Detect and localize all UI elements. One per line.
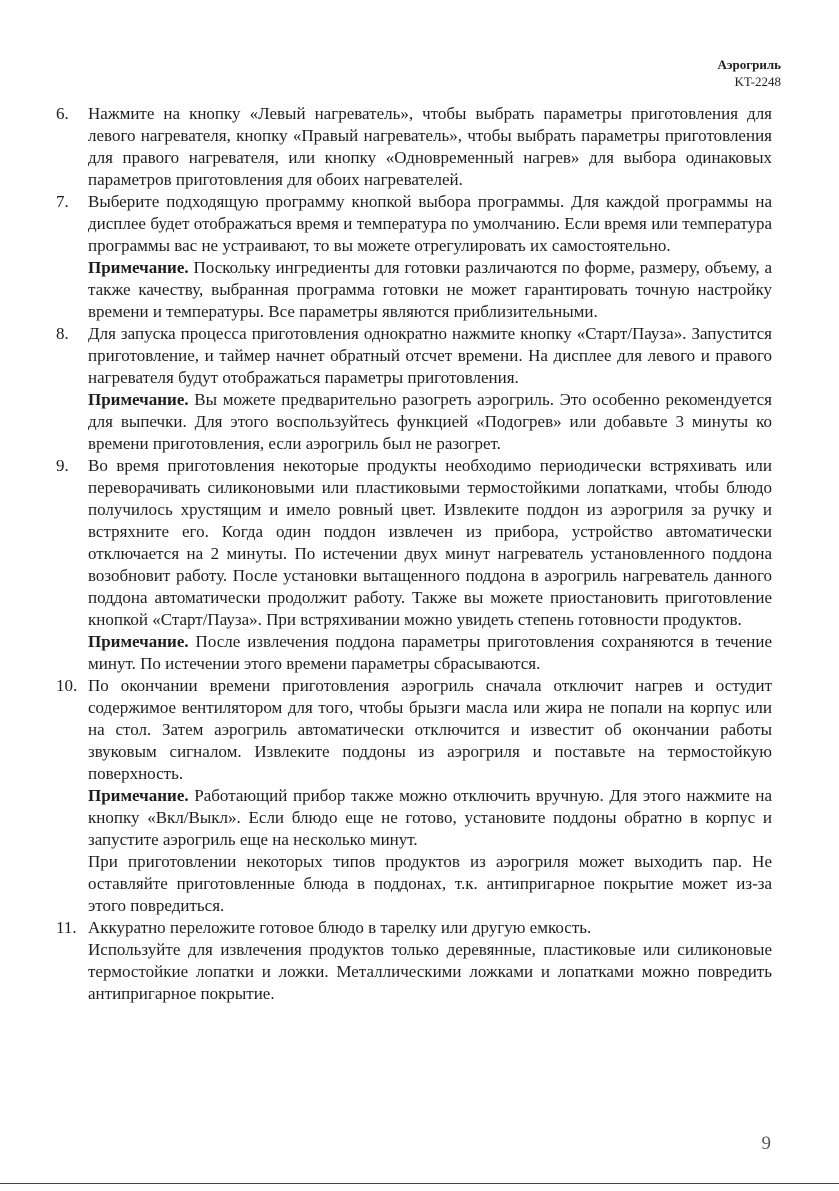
- step-text: По окончании времени приготовления аэрогриль сначала отключит нагрев и остудит содержимое вентилятором для того, чтобы брызги масла или жира не попали на корпус или на стол. Затем аэрогриль автоматически отключится и известит об окончании работы звуковым сигналом. Извлеките поддоны из аэрогриля и поставьте на термостойкую поверхность.: [88, 676, 772, 783]
- step-8: [56, 323, 772, 455]
- step-number: 9.: [56, 456, 69, 475]
- step-6: [56, 103, 772, 191]
- note-label: Примечание.: [88, 258, 189, 277]
- step-text: Аккуратно переложите готовое блюдо в тарелку или другую емкость.: [88, 918, 592, 937]
- page-header: [717, 56, 781, 90]
- step-11: [56, 917, 772, 1005]
- step-text: Во время приготовления некоторые продукты необходимо периодически встряхивать или переворачивать силиконовыми или пластиковыми термостойкими лопатками, чтобы блюдо получилось хрустящим и имело ровный цвет. Извлеките поддон из аэрогриля за ручку и встряхните его. Когда один поддон извлечен из прибора, устройство автоматически отключается на 2 минуты. По истечении двух минут нагреватель установленного поддона возобновит работу. После установки вытащенного поддона в аэрогриль нагреватель данного поддона автоматически продолжит работу. Также вы можете приостановить приготовление кнопкой «Старт/Пауза». При встряхивании можно увидеть степень готовности продуктов.: [88, 456, 772, 629]
- step-10: [56, 675, 772, 917]
- note-label: Примечание.: [88, 786, 189, 805]
- step-text: Используйте для извлечения продуктов только деревянные, пластиковые или силиконовые термостойкие лопатки и ложки. Металлическими ложками и лопатками можно повредить антипригарное покрытие.: [88, 940, 772, 1003]
- step-text: Выберите подходящую программу кнопкой выбора программы. Для каждой программы на дисплее будет отображаться время и температура по умолчанию. Если время или температура программы вас не устраивают, то вы можете отрегулировать их самостоятельно.: [88, 192, 772, 255]
- note: [88, 785, 772, 851]
- page-content: [56, 103, 772, 1005]
- step-number: 7.: [56, 192, 69, 211]
- header-model: KT-2248: [734, 74, 781, 89]
- step-number: 10.: [56, 676, 78, 695]
- header-title: Аэрогриль: [717, 57, 781, 72]
- bottom-divider: [0, 1183, 839, 1184]
- steps-list: [56, 103, 772, 1005]
- note-label: Примечание.: [88, 390, 189, 409]
- note-label: Примечание.: [88, 632, 189, 651]
- step-7: [56, 191, 772, 323]
- note-text: После извлечения поддона параметры приготовления сохраняются в течение минут. По истечении этого времени параметры сбрасываются.: [88, 632, 772, 673]
- step-text: Нажмите на кнопку «Левый нагреватель», чтобы выбрать параметры приготовления для левого нагревателя, кнопку «Правый нагреватель», чтобы выбрать параметры приготовления для правого нагревателя, или кнопку «Одновременный нагрев» для выбора одинаковых параметров приготовления для обоих нагревателей.: [88, 104, 772, 189]
- step-text: Для запуска процесса приготовления однократно нажмите кнопку «Старт/Пауза». Запустится приготовление, и таймер начнет обратный отсчет времени. На дисплее для левого и правого нагревателя будут отображаться параметры приготовления.: [88, 324, 772, 387]
- step-number: 11.: [56, 918, 77, 937]
- step-extra-text: При приготовлении некоторых типов продуктов из аэрогриля может выходить пар. Не оставляйте приготовленные блюда в поддонах, т.к. антипригарное покрытие может из-за этого повредиться.: [88, 852, 772, 915]
- note: [88, 257, 772, 323]
- step-number: 6.: [56, 104, 69, 123]
- step-9: [56, 455, 772, 675]
- step-number: 8.: [56, 324, 69, 343]
- note-text: Работающий прибор также можно отключить вручную. Для этого нажмите на кнопку «Вкл/Выкл». Если блюдо еще не готово, установите поддоны обратно в корпус и запустите аэрогриль еще на несколько минут.: [88, 786, 773, 849]
- note: [88, 389, 772, 455]
- note-text: Поскольку ингредиенты для готовки различаются по форме, размеру, объему, а также качеству, выбранная программа готовки не может гарантировать точную настройку времени и температуры. Все параметры являются приблизительными.: [88, 258, 773, 321]
- note: [88, 631, 772, 675]
- note-text: Вы можете предварительно разогреть аэрогриль. Это особенно рекомендуется для выпечки. Для этого воспользуйтесь функцией «Подогрев» или добавьте 3 минуты ко времени приготовления, если аэрогриль был не разогрет.: [88, 390, 772, 453]
- page-number: 9: [761, 1133, 771, 1154]
